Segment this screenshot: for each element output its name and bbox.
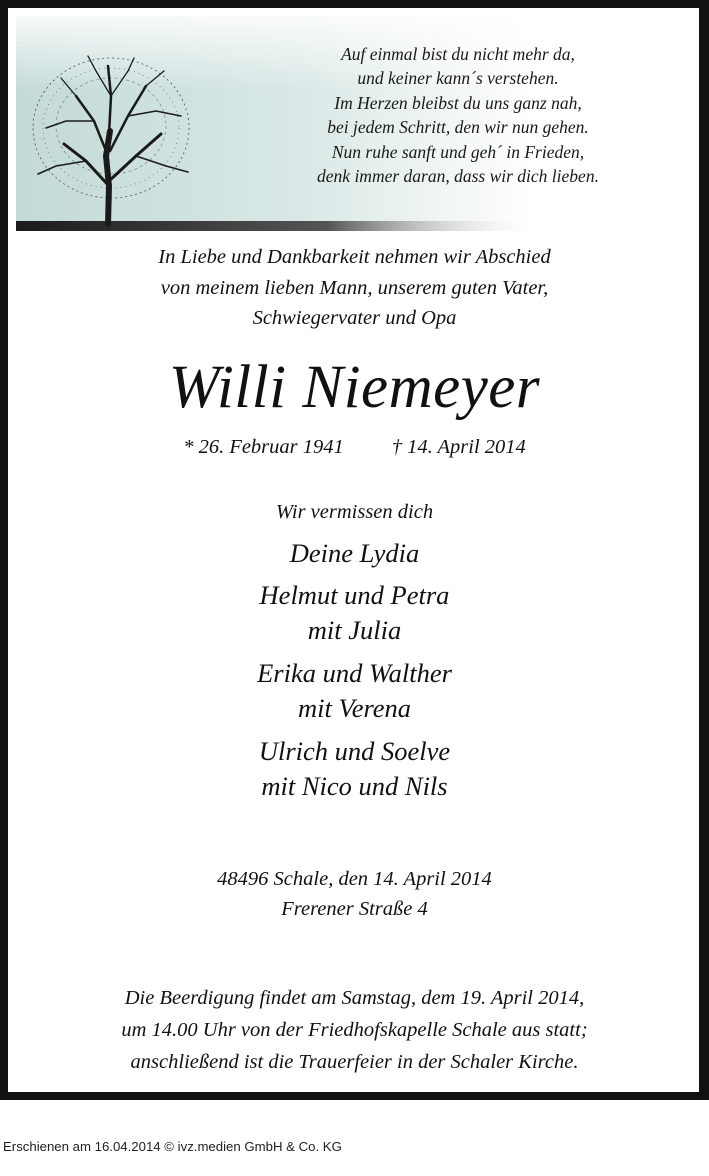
family-group <box>0 536 709 571</box>
family-line: Ulrich und Soelve <box>258 736 451 766</box>
poem-line: bei jedem Schritt, den wir nun gehen. <box>327 117 589 138</box>
intro-line: In Liebe und Dankbarkeit nehmen wir Abschied <box>158 246 551 268</box>
street-address: Frerener Straße 4 <box>281 898 428 920</box>
poem-line: Im Herzen bleibst du uns ganz nah, <box>334 92 582 113</box>
family-line: mit Julia <box>307 615 402 645</box>
place-and-address <box>0 864 709 924</box>
family-line: Deine Lydia <box>289 538 420 568</box>
family-line: mit Nico und Nils <box>261 771 448 801</box>
poem-line: denk immer daran, dass wir dich lieben. <box>317 166 599 187</box>
family-group <box>0 578 709 648</box>
family-group <box>0 734 709 804</box>
intro-line: Schwiegervater und Opa <box>252 307 457 329</box>
burial-line: Die Beerdigung findet am Samstag, dem 19. April 2014, <box>124 987 585 1009</box>
poem-line: Auf einmal bist du nicht mehr da, <box>341 44 575 64</box>
publication-footer: Erschienen am 16.04.2014 © ivz.medien GmbH & Co. KG <box>3 1139 342 1154</box>
intro-line: von meinem lieben Mann, unserem guten Vater, <box>160 276 549 299</box>
burial-line: um 14.00 Uhr von der Friedhofskapelle Schale aus statt; <box>121 1019 588 1041</box>
poem <box>208 42 708 188</box>
life-dates <box>0 432 709 462</box>
family-line: Helmut und Petra <box>259 580 450 610</box>
death-date: † 14. April 2014 <box>391 436 526 458</box>
missing-line: Wir vermissen dich <box>275 501 434 523</box>
family-line: Erika und Walther <box>257 658 452 688</box>
family-group <box>0 656 709 726</box>
burial-line: anschließend ist die Trauerfeier in der Schaler Kirche. <box>130 1051 579 1073</box>
poem-line: Nun ruhe sanft und geh´ in Frieden, <box>331 141 585 162</box>
burial-notice <box>0 982 709 1078</box>
poem-line: und keiner kann´s verstehen. <box>357 68 559 89</box>
place-date: 48496 Schale, den 14. April 2014 <box>217 868 492 890</box>
deceased-name: Willi Niemeyer <box>168 354 541 421</box>
family-line: mit Verena <box>297 693 412 723</box>
farewell-intro <box>0 242 709 334</box>
birth-date: * 26. Februar 1941 <box>183 436 344 458</box>
